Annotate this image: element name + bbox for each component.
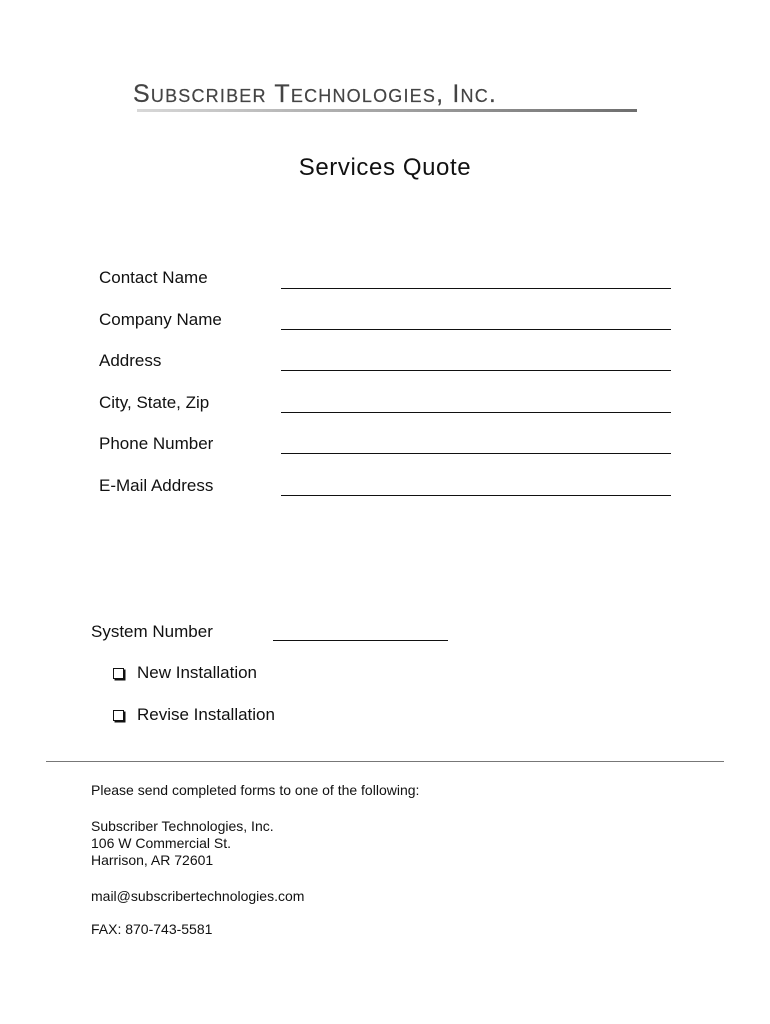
new-installation-checkbox[interactable]: [113, 668, 124, 679]
company-logo: [133, 80, 638, 114]
city-state-zip-label: City, State, Zip: [99, 393, 210, 412]
new-installation-option[interactable]: [113, 662, 257, 684]
section-divider: [46, 761, 724, 762]
email-address-label: E-Mail Address: [99, 476, 214, 495]
footer-city: Harrison, AR 72601: [91, 852, 214, 868]
company-name-label: Company Name: [99, 310, 222, 329]
revise-installation-option[interactable]: [113, 704, 275, 726]
revise-installation-checkbox[interactable]: [113, 710, 124, 721]
revise-installation-label: Revise Installation: [137, 705, 275, 724]
footer-email: mail@subscribertechnologies.com: [91, 888, 305, 904]
footer-instruction: Please send completed forms to one of the following:: [91, 782, 420, 798]
address-field[interactable]: [281, 370, 671, 371]
phone-number-field[interactable]: [281, 453, 671, 454]
logo-text: Subscriber Technologies, Inc.: [133, 80, 498, 108]
city-state-zip-field[interactable]: [281, 412, 671, 413]
system-number-label: System Number: [91, 622, 213, 641]
footer-company: Subscriber Technologies, Inc.: [91, 818, 274, 834]
company-name-field[interactable]: [281, 329, 671, 330]
phone-number-label: Phone Number: [99, 434, 214, 453]
system-number-field[interactable]: [273, 640, 448, 641]
footer-fax: FAX: 870-743-5581: [91, 921, 213, 937]
page-title: Services Quote: [298, 154, 472, 181]
address-label: Address: [99, 351, 162, 370]
contact-name-field[interactable]: [281, 288, 671, 289]
footer-street: 106 W Commercial St.: [91, 835, 232, 851]
logo-underline: [137, 109, 637, 112]
new-installation-label: New Installation: [137, 663, 258, 682]
email-address-field[interactable]: [281, 495, 671, 496]
contact-name-label: Contact Name: [99, 268, 208, 287]
